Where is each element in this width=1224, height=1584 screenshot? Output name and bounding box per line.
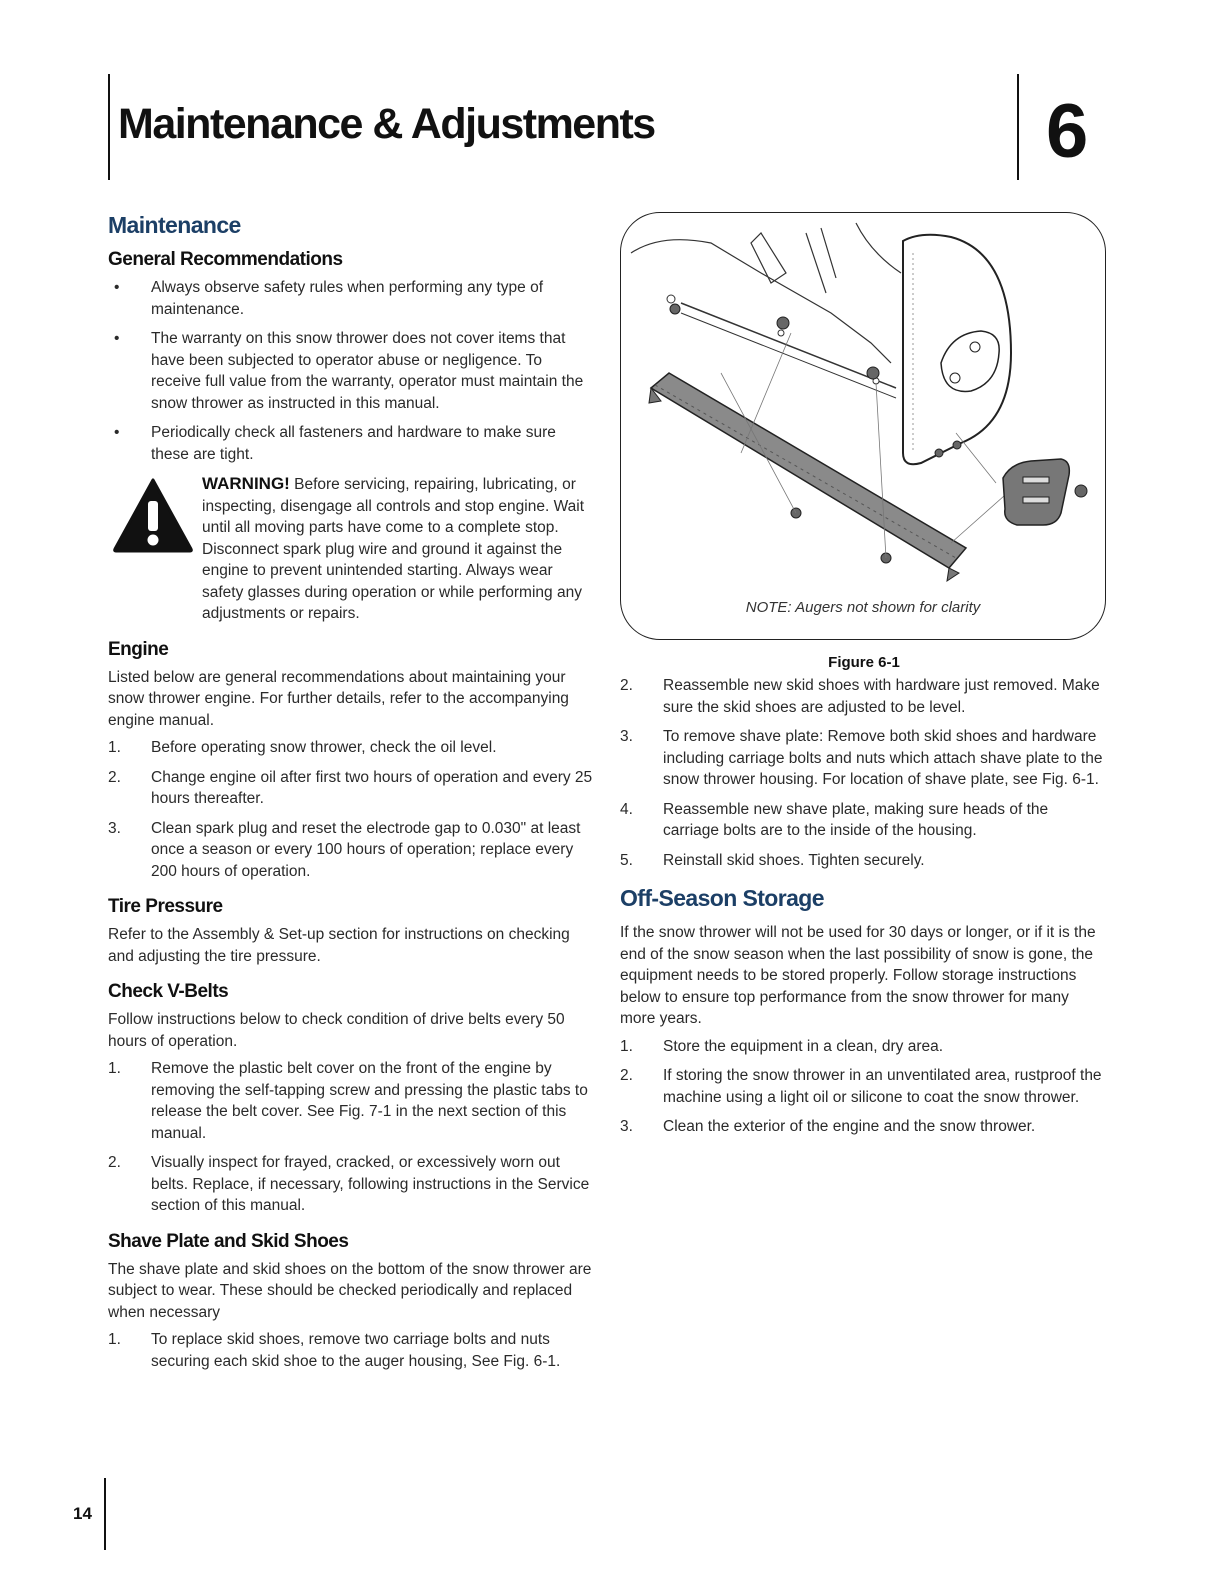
warning-triangle-icon xyxy=(112,477,194,553)
chapter-number: 6 xyxy=(1046,89,1089,174)
list-item: 5. Reinstall skid shoes. Tighten securely. xyxy=(620,851,925,869)
vbelts-intro: Follow instructions below to check condition of drive belts every 50 hours of operation. xyxy=(108,1011,565,1050)
figure-note: NOTE: Augers not shown for clarity xyxy=(745,599,981,616)
section-title-maintenance: Maintenance xyxy=(108,212,241,238)
list-item: 2. Visually inspect for frayed, cracked, or excessively worn out belts. Replace, if necessary, following instructions in the Service section of this manual. xyxy=(108,1154,590,1214)
subsection-title-vbelts: Check V-Belts xyxy=(108,981,229,1002)
shave-plate-steps-left xyxy=(108,1329,593,1372)
skid-shoe-shave-plate-diagram xyxy=(621,213,1105,639)
bullet-marker: • xyxy=(114,424,120,441)
figure-caption: Figure 6-1 xyxy=(828,654,900,671)
figure-6-1 xyxy=(620,212,1106,640)
list-item: 2. Change engine oil after first two hours of operation and every 25 hours thereafter. xyxy=(108,768,593,807)
list-item: 1. To replace skid shoes, remove two carriage bolts and nuts securing each skid shoe to the auger housing, See Fig. 6-1. xyxy=(108,1331,561,1370)
subsection-title-engine: Engine xyxy=(108,638,169,660)
tire-pressure-text: Refer to the Assembly & Set-up section for instructions on checking and adjusting the tire pressure. xyxy=(108,926,570,965)
list-item: 1. Store the equipment in a clean, dry area. xyxy=(620,1037,944,1055)
bullet-marker: • xyxy=(114,330,120,347)
list-item: 3. Clean spark plug and reset the electrode gap to 0.030" at least once a season or every 100 hours of operation; replace every 200 hours of operation. xyxy=(108,819,581,880)
storage-intro: If the snow thrower will not be used for 30 days or longer, or if it is the end of the snow season when the last possibility of snow is gone, the equipment needs to be stored properly. Follow storage instructions below to ensure top performance from the snow thrower for many more years. xyxy=(620,924,1096,1027)
subsection-title-general: General Recommendations xyxy=(108,249,343,270)
header-rule-right xyxy=(1017,74,1019,180)
subsection-title-shave-plate: Shave Plate and Skid Shoes xyxy=(108,1230,349,1252)
warning-label: WARNING! xyxy=(202,474,290,493)
list-item: 4. Reassemble new shave plate, making sure heads of the carriage bolts are to the inside of the housing. xyxy=(620,800,1049,839)
list-item: 3. Clean the exterior of the engine and the snow thrower. xyxy=(620,1118,1036,1135)
engine-intro: Listed below are general recommendations about maintaining your snow thrower engine. For further details, refer to the accompanying engine manual. xyxy=(108,668,569,729)
list-item: 2. If storing the snow thrower in an unventilated area, rustproof the machine using a light oil or silicone to coat the snow thrower. xyxy=(620,1067,1102,1106)
section-title-storage: Off-Season Storage xyxy=(620,885,824,911)
engine-steps xyxy=(108,737,593,882)
warning-text: WARNING! Before servicing, repairing, lubricating, or inspecting, disengage all controls and stop engine. Wait until all moving parts have come to a complete stop. Disconnect spark plug wire and ground it against the engine to prevent unintended starting. Always wear safety glasses during operation or while performing any adjustments or repairs. xyxy=(202,474,584,622)
page-number: 14 xyxy=(73,1504,92,1523)
list-item: 3. To remove shave plate: Remove both skid shoes and hardware including carriage bolts and nuts which attach shave plate to the snow thrower housing. For location of shave plate, see Fig. 6-1. xyxy=(620,728,1103,788)
list-item: 2. Reassemble new skid shoes with hardware just removed. Make sure the skid shoes are adjusted to be level. xyxy=(620,677,1100,716)
bullet-marker: • xyxy=(114,279,120,296)
list-item: • Periodically check all fasteners and hardware to make sure these are tight. xyxy=(114,424,556,463)
chapter-title: Maintenance & Adjustments xyxy=(118,100,655,148)
left-column xyxy=(108,212,593,1380)
right-column xyxy=(620,212,1108,1146)
list-item: • The warranty on this snow thrower does not cover items that have been subjected to operator abuse or negligence. To receive full value from the warranty, operator must maintain the snow thrower as instructed in this manual. xyxy=(114,330,584,412)
warning-block xyxy=(108,473,593,625)
storage-steps xyxy=(620,1036,1108,1138)
subsection-title-tire-pressure: Tire Pressure xyxy=(108,896,223,917)
list-item: 1. Before operating snow thrower, check the oil level. xyxy=(108,739,497,756)
shave-plate-steps-right xyxy=(620,675,1108,871)
shave-plate-intro: The shave plate and skid shoes on the bottom of the snow thrower are subject to wear. These should be checked periodically and replaced when necessary xyxy=(108,1260,592,1321)
list-item: 1. Remove the plastic belt cover on the front of the engine by removing the self-tapping screw and pressing the plastic tabs to release the belt cover. See Fig. 7-1 in the next section of this manual. xyxy=(108,1060,588,1142)
vbelts-steps xyxy=(108,1058,593,1217)
header-rule-left xyxy=(108,74,110,180)
list-item: • Always observe safety rules when performing any type of maintenance. xyxy=(114,279,543,318)
general-recommendations-list xyxy=(108,277,593,465)
footer-rule xyxy=(104,1478,106,1550)
